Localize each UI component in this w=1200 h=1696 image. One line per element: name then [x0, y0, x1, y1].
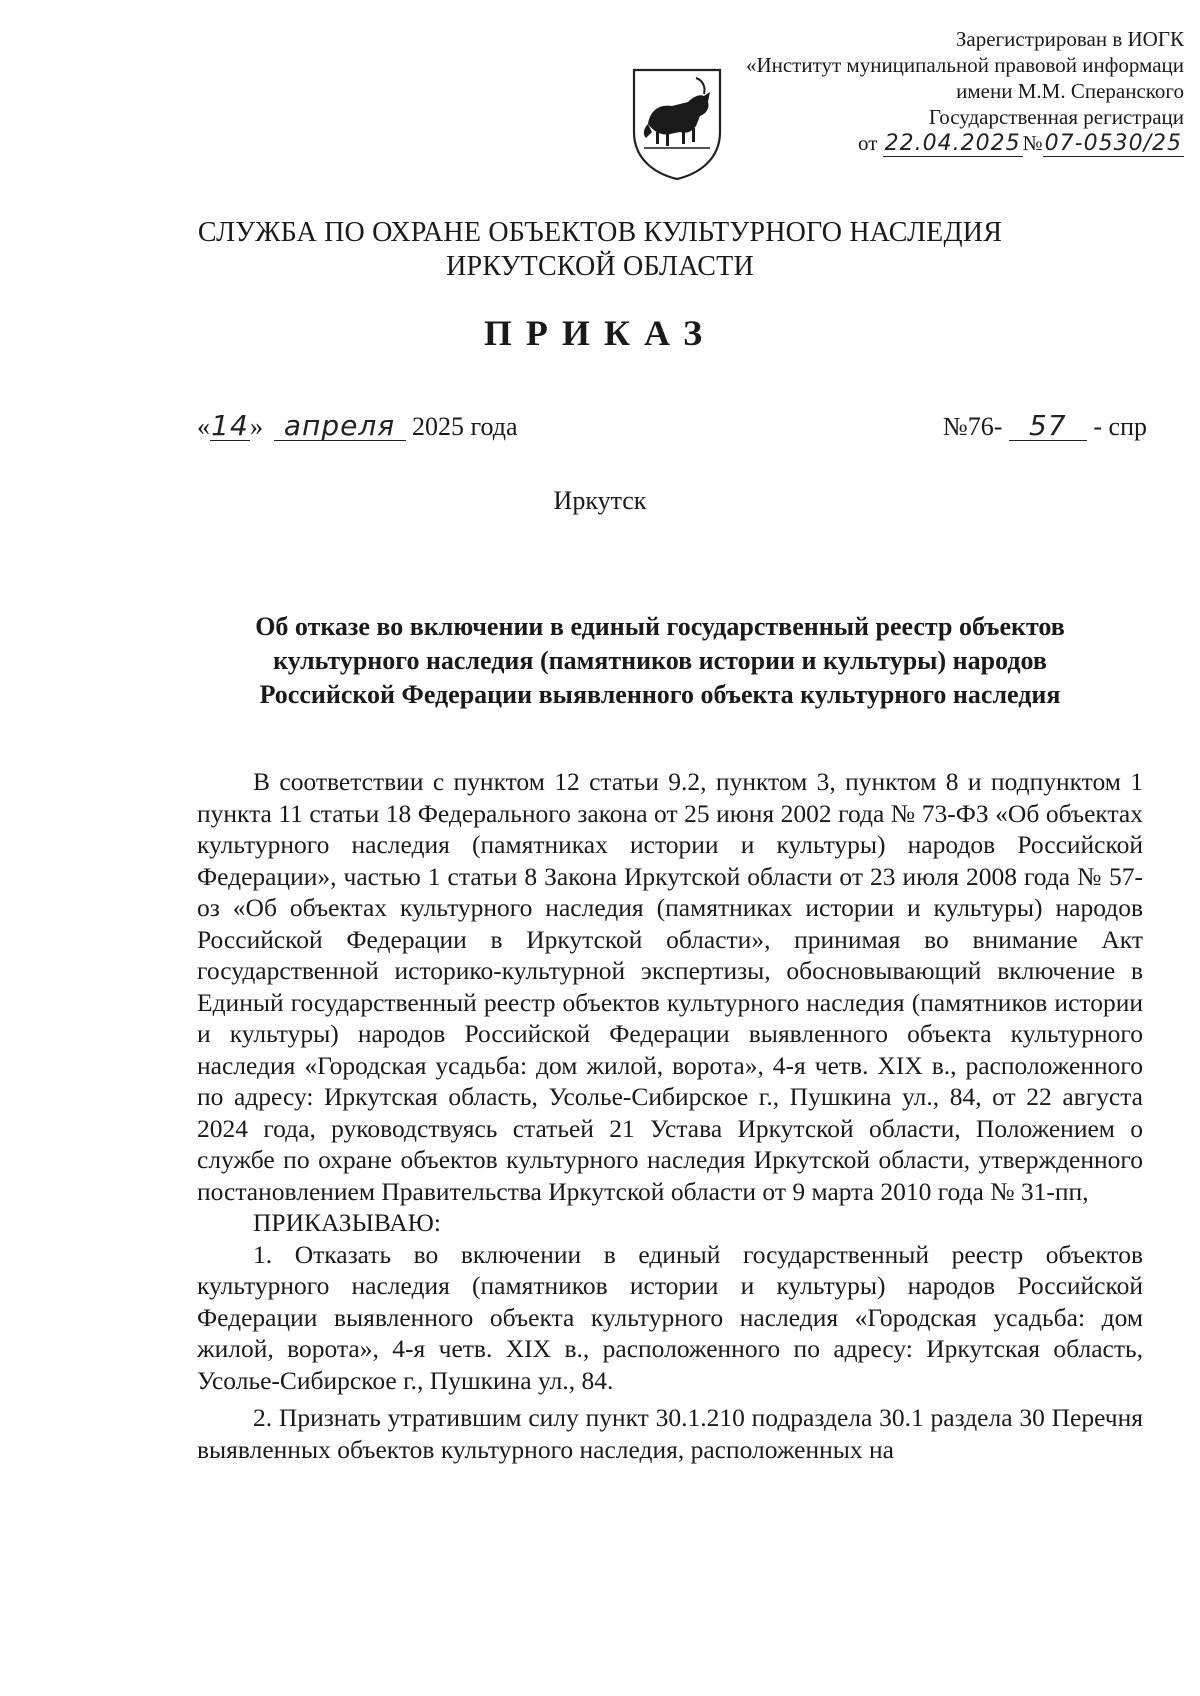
registration-stamp: [664, 26, 1184, 157]
registration-line: Государственная регистраци: [928, 105, 1184, 129]
order-directive: ПРИКАЗЫВАЮ:: [253, 1208, 441, 1237]
document-type: ПРИКАЗ: [483, 313, 717, 353]
registration-line: имени М.М. Сперанского: [956, 79, 1184, 103]
number-handwritten: 57: [1009, 412, 1087, 441]
number-suffix: - спр: [1093, 412, 1147, 441]
registration-line: Зарегистрирован в ИОГК: [955, 27, 1184, 51]
date-day-handwritten: 14: [211, 409, 249, 442]
subject-line: Российской Федерации выявленного объекта культурного наследия: [259, 680, 1061, 709]
order-number: [942, 409, 1147, 442]
order-item-2: 2. Признать утратившим силу пункт 30.1.210 подраздела 30.1 раздела 30 Перечня выявленных объектов культурного наследия, расположенных на: [197, 1403, 1143, 1464]
subject-line: культурного наследия (памятников истории и культуры) народов: [273, 646, 1047, 675]
order-item-1: 1. Отказать во включении в единый государственный реестр объектов культурного наследия (памятников истории и культуры) народов Российской Федерации выявленного объекта культурного наследия «Городская усадьба: дом жилой, ворота», 4-я четв. XIX в., расположенного по адресу: Иркутская область, Усолье-Сибирское г., Пушкина ул., 84.: [197, 1239, 1143, 1395]
date-open-quote: «: [197, 412, 210, 441]
number-prefix: №76-: [942, 412, 1003, 441]
registration-number-prefix: №: [1022, 131, 1043, 155]
date-close-quote: »: [250, 412, 263, 441]
agency-name-line: СЛУЖБА ПО ОХРАНЕ ОБЪЕКТОВ КУЛЬТУРНОГО НАСЛЕДИЯ: [197, 217, 1003, 248]
subject-line: Об отказе во включении в единый государственный реестр объектов: [255, 612, 1065, 641]
agency-name-line: ИРКУТСКОЙ ОБЛАСТИ: [446, 251, 754, 282]
order-body: [197, 766, 1143, 1465]
registration-line: «Институт муниципальной правовой информаци: [745, 53, 1184, 77]
registration-date-handwritten: 22.04.2025: [884, 131, 1021, 156]
preamble-paragraph: В соответствии с пунктом 12 статьи 9.2, пунктом 3, пунктом 8 и подпунктом 1 пункта 11 статьи 18 Федерального закона от 25 июня 2002 года № 73-ФЗ «Об объектах культурного наследия (памятниках истории и культуры) народов Российской Федерации», частью 1 статьи 8 Закона Иркутской области от 23 июля 2008 года № 57-оз «Об объектах культурного наследия (памятниках истории и культуры) народов Российской Федерации в Иркутской области», принимая во внимание Акт государственной историко-культурной экспертизы, обосновывающий включение в Единый государственный реестр объектов культурного наследия (памятников истории и культуры) народов Российской Федерации выявленного объекта культурного наследия «Городская усадьба: дом жилой, ворота», 4-я четв. XIX в., расположенного по адресу: Иркутская область, Усолье-Сибирское г., Пушкина ул., 84, от 22 августа 2024 года, руководствуясь статьей 21 Устава Иркутской области, Положением о службе по охране объектов культурного наследия Иркутской области, утвержденного постановлением Правительства Иркутской области от 9 марта 2010 года № 31-пп,: [197, 767, 1143, 1206]
city: Иркутск: [553, 486, 647, 515]
order-date: [197, 409, 518, 442]
agency-name: [0, 216, 1200, 284]
registration-number-handwritten: 07-0530/25: [1044, 131, 1182, 156]
date-year: 2025 года: [412, 412, 518, 441]
registration-date-prefix: от: [858, 131, 878, 155]
registration-date-number: [664, 130, 1184, 157]
date-month-handwritten: апреля: [274, 412, 406, 441]
coat-of-arms-icon: [630, 66, 724, 182]
order-subject: [200, 610, 1120, 712]
